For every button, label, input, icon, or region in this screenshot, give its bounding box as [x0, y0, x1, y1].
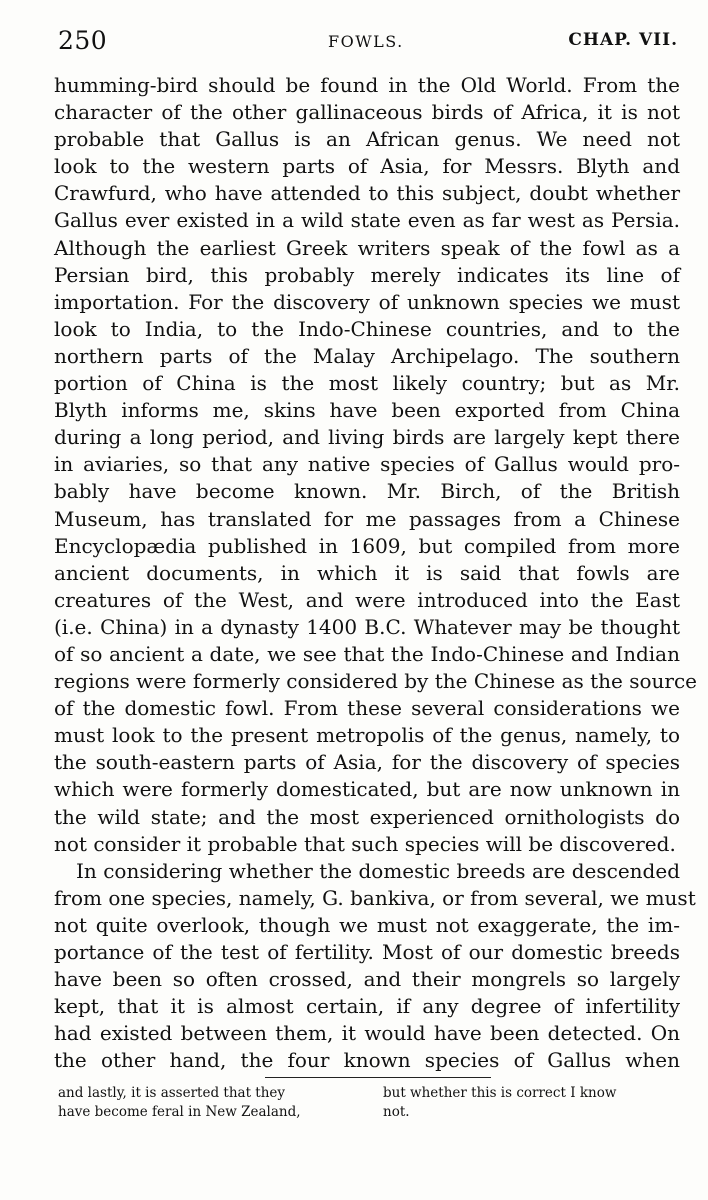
text-line: had existed between them, it would have been detected. On — [54, 1021, 680, 1046]
footnote-right-column — [383, 1084, 679, 1122]
text-line: not quite overlook, though we must not exaggerate, the im- — [54, 912, 680, 937]
text-line: look to India, to the Indo-Chinese countries, and to the — [54, 316, 680, 341]
text-line: probable that Gallus is an African genus. We need not — [54, 127, 680, 152]
text-line: portion of China is the most likely country; but as Mr. — [54, 371, 680, 396]
paragraph — [54, 858, 696, 1075]
text-line: the wild state; and the most experienced ornithologists do — [54, 804, 680, 829]
text-line: have been so often crossed, and their mongrels so largely — [54, 967, 680, 992]
text-line: Gallus ever existed in a wild state even as far west as Persia. — [54, 208, 680, 233]
text-line: regions were formerly considered by the Chinese as the source — [54, 669, 698, 694]
text-line: Museum, has translated for me passages from a Chinese — [54, 506, 680, 531]
footnote-line: not. — [383, 1104, 410, 1120]
text-line: portance of the test of fertility. Most of our domestic breeds — [54, 940, 680, 964]
text-line: (i.e. China) in a dynasty 1400 B.C. Whatever may be thought — [54, 614, 680, 639]
text-line: Blyth informs me, skins have been exported from China — [54, 398, 680, 423]
text-line: the south-eastern parts of Asia, for the discovery of species — [54, 750, 680, 775]
page-number: 250 — [58, 26, 108, 55]
paragraph — [54, 72, 698, 858]
text-line: character of the other gallinaceous birds of Africa, it is not — [54, 100, 680, 125]
text-line: creatures of the West, and were introduced into the East — [54, 587, 680, 612]
footnote-line: have become feral in New Zealand, — [58, 1104, 301, 1120]
footnote-left-column — [58, 1084, 358, 1122]
text-line: Although the earliest Greek writers speak of the fowl as a — [54, 235, 680, 260]
text-line: Persian bird, this probably merely indicates its line of — [54, 262, 680, 287]
page-header — [58, 26, 678, 58]
footnote-divider — [265, 1077, 491, 1078]
text-line: in aviaries, so that any native species of Gallus would pro- — [54, 452, 680, 477]
text-line: during a long period, and living birds are largely kept there — [54, 425, 680, 450]
running-title: FOWLS. — [328, 32, 404, 51]
text-line: which were formerly domesticated, but are now unknown in — [54, 777, 680, 802]
text-line: must look to the present metropolis of the genus, namely, to — [54, 723, 680, 748]
text-line: the other hand, the four known species of Gallus when — [54, 1048, 680, 1073]
footnote-line: and lastly, it is asserted that they — [58, 1085, 286, 1101]
text-line: importation. For the discovery of unknown species we must — [54, 289, 680, 314]
text-line: from one species, namely, G. bankiva, or from several, we must — [54, 885, 696, 910]
text-line: Crawfurd, who have attended to this subject, doubt whether — [54, 181, 680, 206]
text-line: look to the western parts of Asia, for Messrs. Blyth and — [54, 154, 680, 179]
text-line: bably have become known. Mr. Birch, of the British — [54, 479, 680, 504]
text-line: not consider it probable that such species will be discovered. — [54, 831, 676, 856]
text-line: of the domestic fowl. From these several considerations we — [54, 696, 680, 721]
chapter-label: CHAP. VII. — [568, 30, 678, 50]
text-line: Encyclopædia published in 1609, but compiled from more — [54, 533, 680, 558]
text-line: northern parts of the Malay Archipelago. The southern — [54, 343, 680, 368]
text-line: humming-bird should be found in the Old World. From the — [54, 73, 680, 97]
text-line: In considering whether the domestic breeds are descended — [76, 858, 680, 883]
text-line: of so ancient a date, we see that the Indo-Chinese and Indian — [54, 641, 680, 666]
body-text — [54, 72, 698, 1074]
text-line: kept, that it is almost certain, if any degree of infertility — [54, 994, 680, 1019]
text-line: ancient documents, in which it is said that fowls are — [54, 560, 680, 585]
footnote-line: but whether this is correct I know — [383, 1085, 617, 1101]
